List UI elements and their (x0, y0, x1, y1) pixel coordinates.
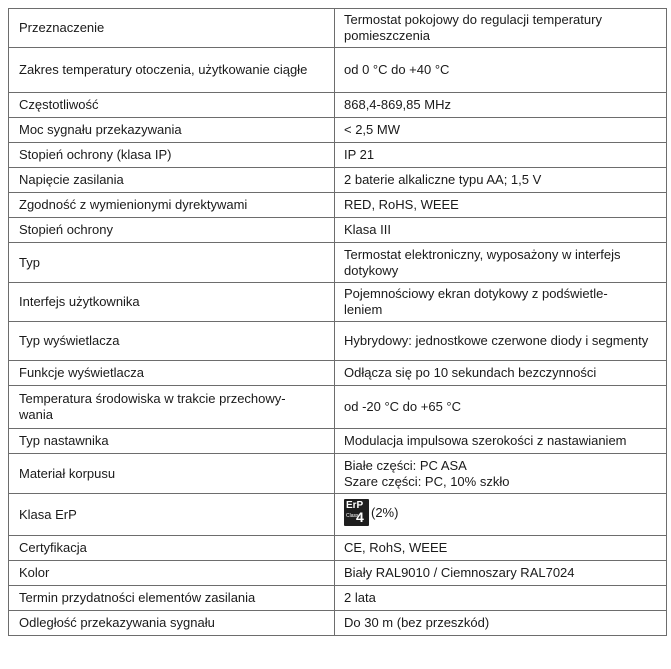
row-label: Stopień ochrony (9, 218, 335, 243)
table-row (9, 611, 667, 636)
table-row (9, 168, 667, 193)
table-row (9, 9, 667, 48)
table-row (9, 494, 667, 536)
row-label: Stopień ochrony (klasa IP) (9, 143, 335, 168)
row-label-line: wania (19, 407, 53, 422)
row-value: CE, RohS, WEEE (335, 536, 667, 561)
row-value: Odłącza się po 10 sekundach bezczynności (335, 361, 667, 386)
spec-table (8, 8, 667, 636)
table-row (9, 243, 667, 283)
table-row (9, 361, 667, 386)
row-value: 2 baterie alkaliczne typu AA; 1,5 V (335, 168, 667, 193)
row-value (335, 494, 667, 536)
row-value (335, 283, 667, 322)
row-value (335, 454, 667, 494)
table-row (9, 143, 667, 168)
erp-logo-class-text: Class (346, 513, 359, 519)
row-value: 2 lata (335, 586, 667, 611)
table-row (9, 454, 667, 494)
row-label: Przeznaczenie (9, 9, 335, 48)
row-label: Typ nastawnika (9, 429, 335, 454)
row-value: Klasa III (335, 218, 667, 243)
erp-class-value (344, 499, 398, 526)
table-row (9, 48, 667, 93)
row-value: Termostat pokojowy do regulacji temperatury pomieszczenia (335, 9, 667, 48)
row-value: Termostat elektroniczny, wyposażony w interfejs dotykowy (335, 243, 667, 283)
row-label: Termin przydatności elementów zasilania (9, 586, 335, 611)
row-value: od -20 °C do +65 °C (335, 386, 667, 429)
row-value-line: leniem (344, 302, 383, 317)
erp-class-4-icon (344, 499, 369, 526)
row-value: 868,4-869,85 MHz (335, 93, 667, 118)
row-value: < 2,5 MW (335, 118, 667, 143)
row-value-line: Szare części: PC, 10% szkło (344, 473, 510, 489)
row-label: Interfejs użytkownika (9, 283, 335, 322)
row-value: Biały RAL9010 / Ciemnoszary RAL7024 (335, 561, 667, 586)
row-value: Do 30 m (bez przeszkód) (335, 611, 667, 636)
table-row (9, 322, 667, 361)
row-label: Napięcie zasilania (9, 168, 335, 193)
row-value: RED, RoHS, WEEE (335, 193, 667, 218)
row-label: Zgodność z wymienionymi dyrektywami (9, 193, 335, 218)
row-label: Typ wyświetlacza (9, 322, 335, 361)
table-row (9, 586, 667, 611)
row-label: Certyfikacja (9, 536, 335, 561)
table-row (9, 93, 667, 118)
row-value: od 0 °C do +40 °C (335, 48, 667, 93)
table-row (9, 386, 667, 429)
row-label: Kolor (9, 561, 335, 586)
erp-logo-number: 4 (356, 509, 364, 525)
row-value: IP 21 (335, 143, 667, 168)
table-row (9, 118, 667, 143)
row-label: Odległość przekazywania sygnału (9, 611, 335, 636)
table-row (9, 218, 667, 243)
row-label: Moc sygnału przekazywania (9, 118, 335, 143)
row-label: Zakres temperatury otoczenia, użytkowanie ciągłe (9, 48, 335, 93)
row-label: Częstotliwość (9, 93, 335, 118)
row-value: Modulacja impulsowa szerokości z nastawianiem (335, 429, 667, 454)
row-label: Klasa ErP (9, 494, 335, 536)
erp-percent: (2%) (371, 504, 399, 520)
row-label: Materiał korpusu (9, 454, 335, 494)
row-label-line: Temperatura środowiska w trakcie przechowy- (19, 391, 286, 406)
row-label (9, 386, 335, 429)
table-row (9, 283, 667, 322)
table-row (9, 536, 667, 561)
row-value-line: Białe części: PC ASA (344, 457, 467, 473)
row-label: Funkcje wyświetlacza (9, 361, 335, 386)
erp-logo-text: ErP (346, 500, 364, 511)
table-row (9, 561, 667, 586)
row-value: Hybrydowy: jednostkowe czerwone diody i segmenty (335, 322, 667, 361)
row-label: Typ (9, 243, 335, 283)
row-value-line: Pojemnościowy ekran dotykowy z podświetle- (344, 286, 608, 301)
table-row (9, 193, 667, 218)
table-row (9, 429, 667, 454)
